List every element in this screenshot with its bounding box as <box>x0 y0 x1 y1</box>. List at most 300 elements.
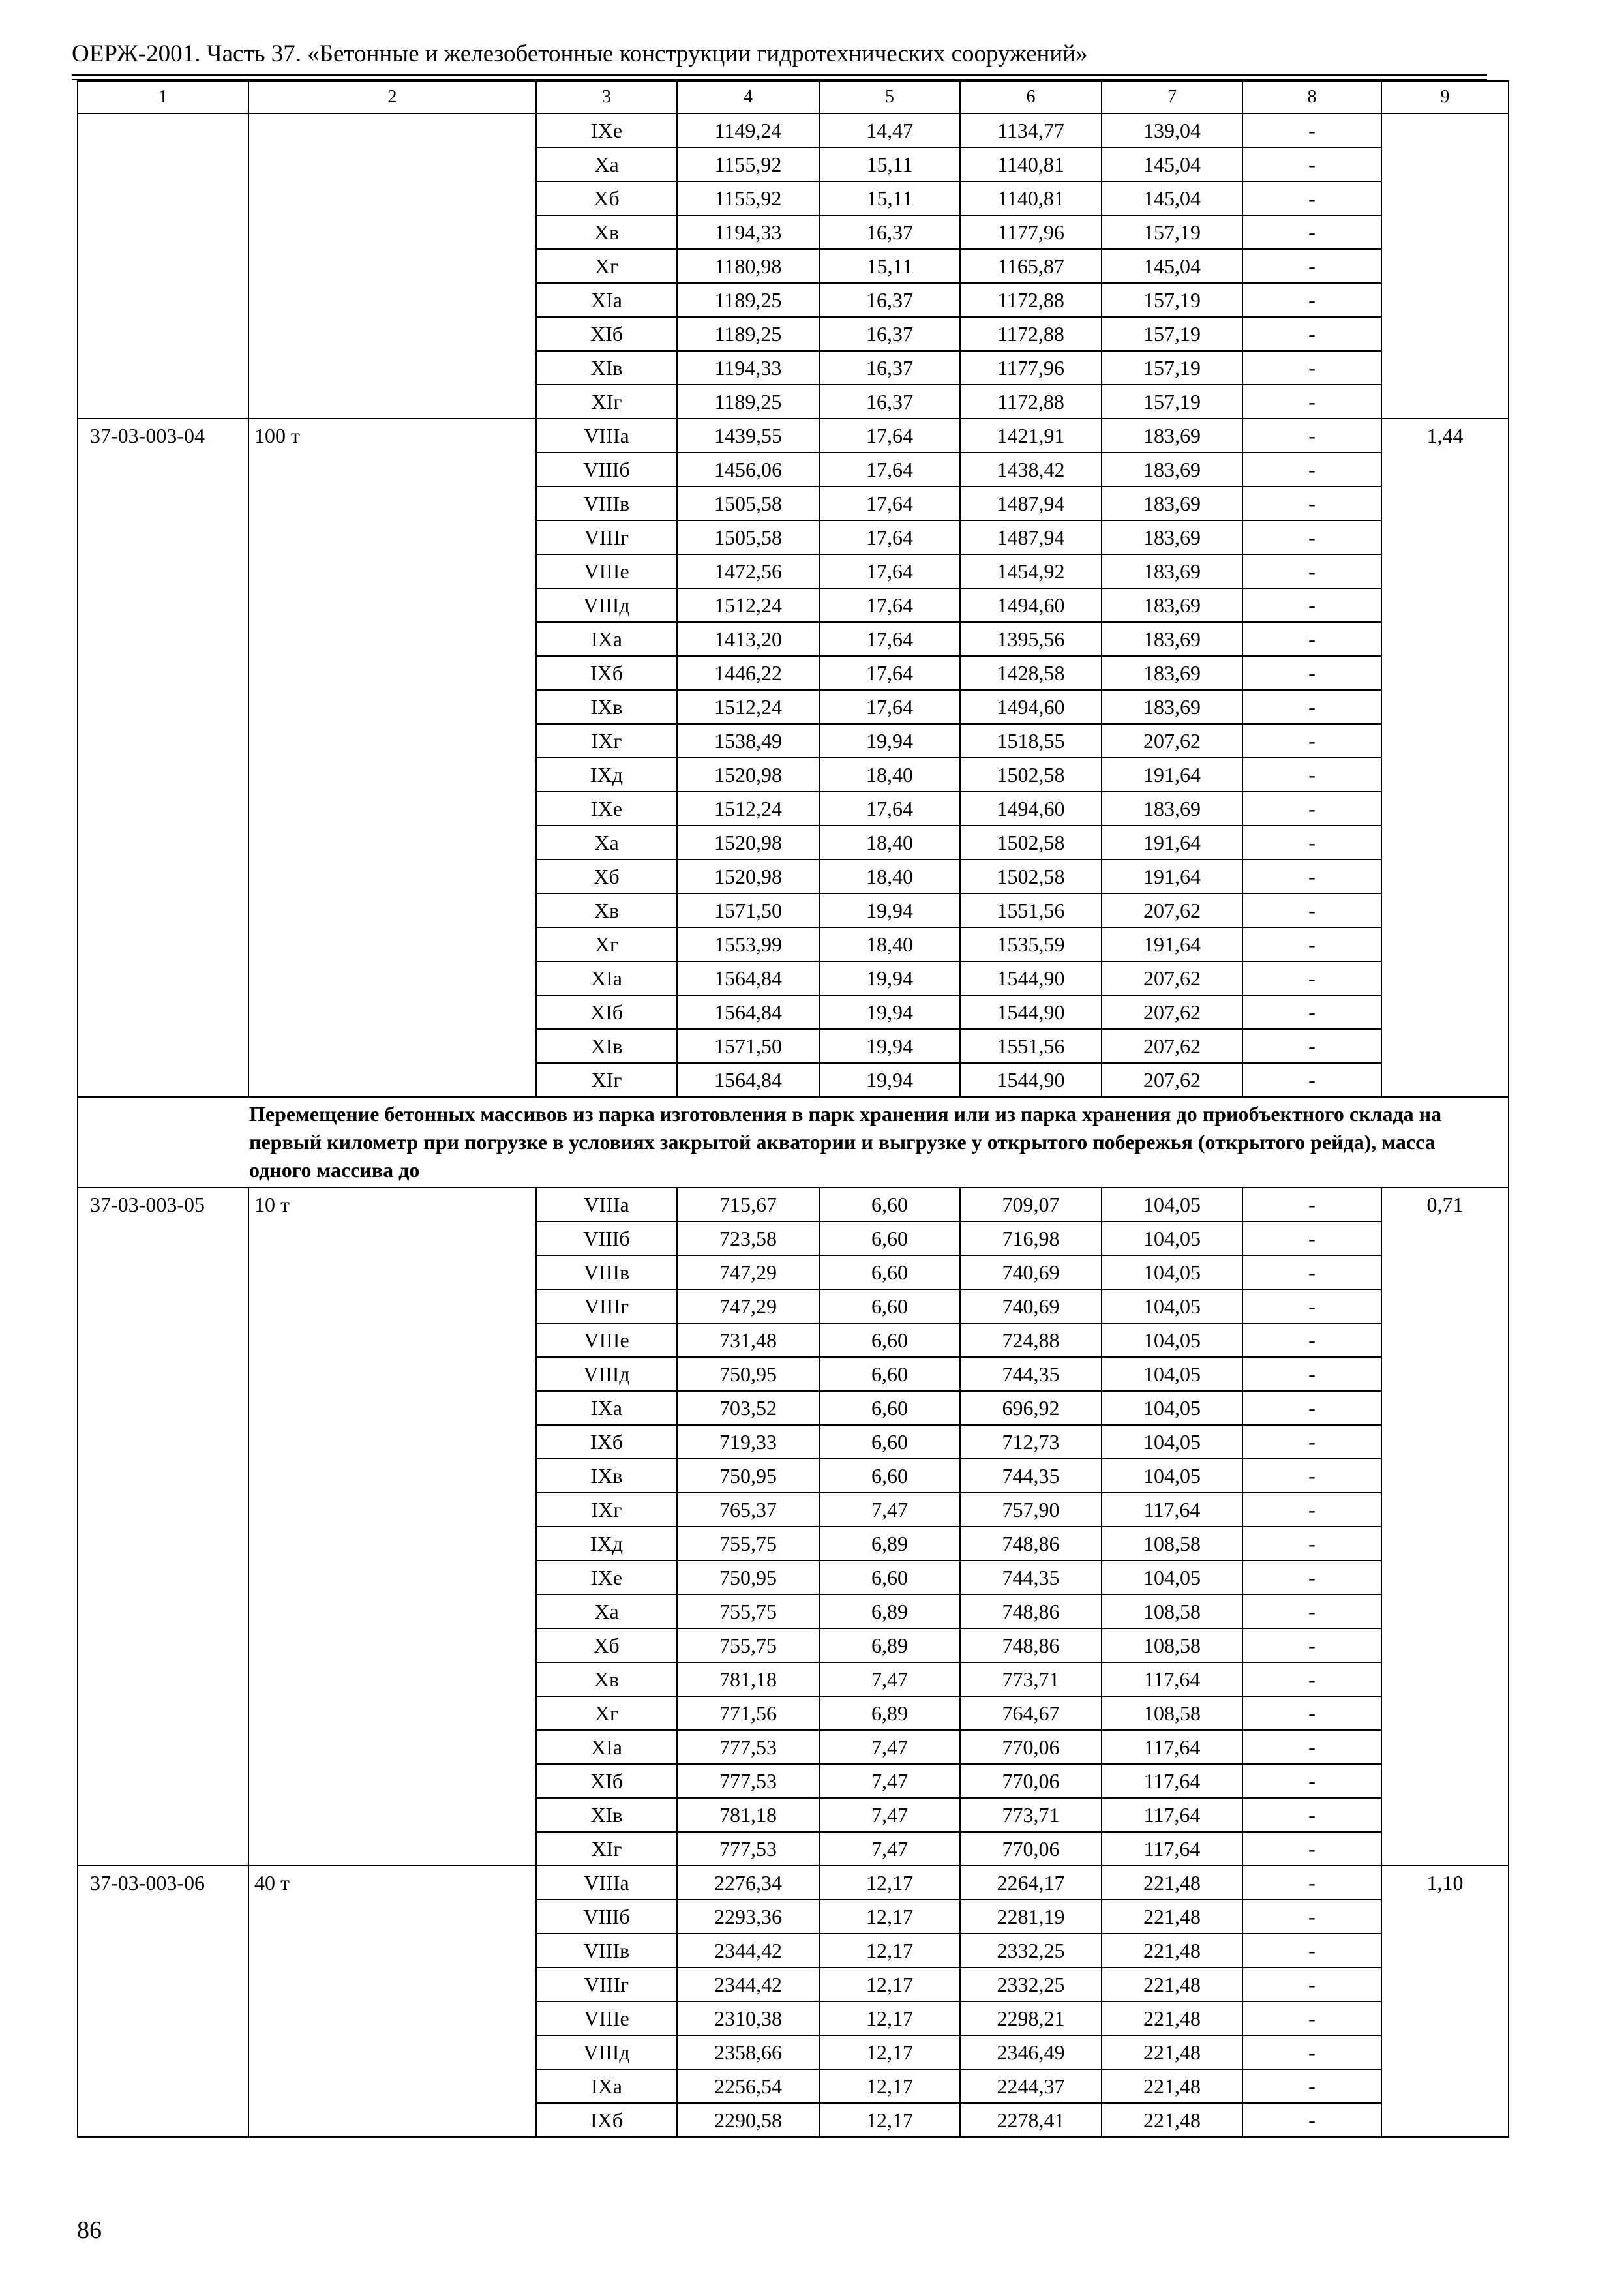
table-cell: - <box>1242 1425 1381 1459</box>
column-number: 6 <box>960 81 1102 113</box>
table-cell: - <box>1242 419 1381 453</box>
coefficient-cell: 1,44 <box>1381 419 1509 1097</box>
table-cell: 2358,66 <box>677 2035 819 2069</box>
table-cell: 12,17 <box>819 1900 960 1934</box>
table-cell: IXд <box>536 758 677 792</box>
table-cell: 1502,58 <box>960 860 1102 893</box>
table-cell: 1140,81 <box>960 181 1102 215</box>
table-cell: 104,05 <box>1102 1357 1242 1391</box>
table-cell: 117,64 <box>1102 1798 1242 1832</box>
table-cell: 7,47 <box>819 1798 960 1832</box>
table-cell: 6,89 <box>819 1527 960 1561</box>
table-cell: - <box>1242 1900 1381 1934</box>
table-cell: 157,19 <box>1102 283 1242 317</box>
table-cell: 747,29 <box>677 1289 819 1323</box>
table-cell: 17,64 <box>819 486 960 520</box>
table-cell: 1520,98 <box>677 826 819 860</box>
table-cell: - <box>1242 1628 1381 1662</box>
table-cell: 1438,42 <box>960 453 1102 486</box>
table-cell: 19,94 <box>819 961 960 995</box>
table-cell: 221,48 <box>1102 1900 1242 1934</box>
table-cell: 191,64 <box>1102 758 1242 792</box>
table-cell: 2293,36 <box>677 1900 819 1934</box>
table-cell: 12,17 <box>819 1866 960 1900</box>
table-cell: - <box>1242 385 1381 419</box>
table-cell: VIIIв <box>536 486 677 520</box>
table-cell: XIб <box>536 1764 677 1798</box>
table-cell: 777,53 <box>677 1832 819 1866</box>
table-cell: 2290,58 <box>677 2103 819 2137</box>
table-cell: - <box>1242 113 1381 147</box>
table-cell: 1189,25 <box>677 283 819 317</box>
table-cell: 748,86 <box>960 1594 1102 1628</box>
table-cell: 1502,58 <box>960 758 1102 792</box>
table-cell: - <box>1242 181 1381 215</box>
table-cell: 6,60 <box>819 1221 960 1255</box>
table-cell: XIв <box>536 1798 677 1832</box>
table-cell: 770,06 <box>960 1832 1102 1866</box>
table-cell: 183,69 <box>1102 588 1242 622</box>
table-cell: 18,40 <box>819 826 960 860</box>
table-cell: 16,37 <box>819 385 960 419</box>
table-cell: - <box>1242 1696 1381 1730</box>
table-cell: Xб <box>536 181 677 215</box>
table-cell: 748,86 <box>960 1628 1102 1662</box>
table-cell: 2276,34 <box>677 1866 819 1900</box>
mass-cell: 100 т <box>248 419 536 1097</box>
table-cell: 12,17 <box>819 2069 960 2103</box>
table-cell: 18,40 <box>819 927 960 961</box>
table-cell: IXе <box>536 113 677 147</box>
table-cell: - <box>1242 961 1381 995</box>
table-cell: 12,17 <box>819 2103 960 2137</box>
table-cell: 781,18 <box>677 1798 819 1832</box>
table-cell: 19,94 <box>819 1063 960 1097</box>
page-header: ОЕРЖ-2001. Часть 37. «Бетонные и железобетонные конструкции гидротехнических сооружений» <box>72 40 1088 67</box>
table-cell: 748,86 <box>960 1527 1102 1561</box>
table-cell: 191,64 <box>1102 927 1242 961</box>
table-cell: XIа <box>536 1730 677 1764</box>
table-cell: 117,64 <box>1102 1730 1242 1764</box>
table-cell: 2344,42 <box>677 1934 819 1967</box>
header-rule <box>72 74 1487 76</box>
coefficient-cell <box>1381 113 1509 419</box>
table-cell: IXв <box>536 1459 677 1493</box>
table-cell: 7,47 <box>819 1662 960 1696</box>
table-cell: 6,60 <box>819 1561 960 1594</box>
column-number: 2 <box>248 81 536 113</box>
table-cell: 17,64 <box>819 656 960 690</box>
table-cell: 709,07 <box>960 1188 1102 1221</box>
table-cell: IXа <box>536 2069 677 2103</box>
table-cell: 744,35 <box>960 1459 1102 1493</box>
table-cell: 183,69 <box>1102 792 1242 826</box>
table-cell: - <box>1242 2035 1381 2069</box>
table-cell: 703,52 <box>677 1391 819 1425</box>
table-cell: 712,73 <box>960 1425 1102 1459</box>
table-cell: - <box>1242 690 1381 724</box>
table-cell: VIIIб <box>536 453 677 486</box>
table-cell: 117,64 <box>1102 1662 1242 1696</box>
table-cell: 1544,90 <box>960 961 1102 995</box>
table-cell: XIб <box>536 317 677 351</box>
table-cell: 6,89 <box>819 1594 960 1628</box>
table-cell: - <box>1242 995 1381 1029</box>
section-heading-row <box>78 1097 1509 1188</box>
table-cell: 1512,24 <box>677 792 819 826</box>
table-cell: IXб <box>536 656 677 690</box>
table-cell: 1512,24 <box>677 588 819 622</box>
table-cell: 1140,81 <box>960 147 1102 181</box>
table-cell: - <box>1242 1561 1381 1594</box>
column-number: 8 <box>1242 81 1381 113</box>
table-cell: 15,11 <box>819 181 960 215</box>
column-number: 5 <box>819 81 960 113</box>
table-cell: 12,17 <box>819 2035 960 2069</box>
page-number: 86 <box>77 2217 102 2244</box>
table-cell: - <box>1242 1221 1381 1255</box>
table-cell: XIа <box>536 283 677 317</box>
table-cell: 1494,60 <box>960 588 1102 622</box>
table-cell: 764,67 <box>960 1696 1102 1730</box>
table-cell: 724,88 <box>960 1323 1102 1357</box>
table-cell: 715,67 <box>677 1188 819 1221</box>
table-cell: 755,75 <box>677 1527 819 1561</box>
table-cell: IXа <box>536 622 677 656</box>
rate-code-cell: 37-03-003-06 <box>78 1866 248 2137</box>
table-cell: VIIIе <box>536 1323 677 1357</box>
table-cell: IXд <box>536 1527 677 1561</box>
rates-table <box>77 80 1509 2138</box>
table-cell: 191,64 <box>1102 860 1242 893</box>
table-cell: 221,48 <box>1102 2001 1242 2035</box>
table-cell: - <box>1242 317 1381 351</box>
table-cell: VIIIд <box>536 2035 677 2069</box>
coefficient-cell: 0,71 <box>1381 1188 1509 1866</box>
table-cell: - <box>1242 1188 1381 1221</box>
table-cell: 2332,25 <box>960 1934 1102 1967</box>
table-cell: 1564,84 <box>677 961 819 995</box>
table-cell: 7,47 <box>819 1832 960 1866</box>
table-cell: 17,64 <box>819 453 960 486</box>
table-body <box>78 81 1509 2137</box>
table-cell: 1134,77 <box>960 113 1102 147</box>
table-cell: 17,64 <box>819 520 960 554</box>
table-cell: IXе <box>536 1561 677 1594</box>
table-cell: 15,11 <box>819 249 960 283</box>
table-cell: 6,89 <box>819 1696 960 1730</box>
rate-code-cell: 37-03-003-04 <box>78 419 248 1097</box>
table-cell: - <box>1242 351 1381 385</box>
table-cell: 183,69 <box>1102 453 1242 486</box>
table-cell: VIIIв <box>536 1934 677 1967</box>
table-cell: 104,05 <box>1102 1289 1242 1323</box>
table-cell: - <box>1242 1357 1381 1391</box>
table-cell: 1172,88 <box>960 283 1102 317</box>
table-cell: 1155,92 <box>677 181 819 215</box>
mass-cell <box>248 113 536 419</box>
table-cell: 221,48 <box>1102 2103 1242 2137</box>
table-cell: Xв <box>536 215 677 249</box>
table-cell: 1439,55 <box>677 419 819 453</box>
table-cell: 104,05 <box>1102 1255 1242 1289</box>
table-cell: 183,69 <box>1102 554 1242 588</box>
table-cell: 17,64 <box>819 419 960 453</box>
table-cell: 1172,88 <box>960 385 1102 419</box>
table-cell: Xв <box>536 1662 677 1696</box>
table-cell: 723,58 <box>677 1221 819 1255</box>
table-cell: 1189,25 <box>677 317 819 351</box>
table-cell: 750,95 <box>677 1459 819 1493</box>
table-cell: VIIIг <box>536 1289 677 1323</box>
table-cell: 108,58 <box>1102 1628 1242 1662</box>
table-cell: 2298,21 <box>960 2001 1102 2035</box>
table-cell: 7,47 <box>819 1764 960 1798</box>
table-cell: 12,17 <box>819 1934 960 1967</box>
table-cell: 7,47 <box>819 1730 960 1764</box>
table-cell: 777,53 <box>677 1764 819 1798</box>
table-cell: 1180,98 <box>677 249 819 283</box>
table-cell: 12,17 <box>819 1967 960 2001</box>
table-cell: - <box>1242 520 1381 554</box>
table-cell: VIIIб <box>536 1221 677 1255</box>
table-cell: - <box>1242 1730 1381 1764</box>
table-cell: 1505,58 <box>677 520 819 554</box>
table-cell: Xг <box>536 927 677 961</box>
section-heading: Перемещение бетонных массивов из парка изготовления в парк хранения или из парка хранения до приобъектного склада на первый километр при погрузке в условиях закрытой акватории и выгрузке у открытого побережья (открытого рейда), масса одного массива до <box>78 1097 1509 1188</box>
table-cell: - <box>1242 1798 1381 1832</box>
table-cell: 773,71 <box>960 1798 1102 1832</box>
table-cell: 221,48 <box>1102 1967 1242 2001</box>
table-cell: - <box>1242 1459 1381 1493</box>
table-cell: 157,19 <box>1102 317 1242 351</box>
table-cell: IXг <box>536 1493 677 1527</box>
table-cell: Xг <box>536 249 677 283</box>
table-cell: 12,17 <box>819 2001 960 2035</box>
column-number-row <box>78 81 1509 113</box>
table-cell: 1456,06 <box>677 453 819 486</box>
table-cell: 157,19 <box>1102 385 1242 419</box>
table-cell: VIIIд <box>536 588 677 622</box>
table-cell: IXб <box>536 2103 677 2137</box>
table-cell: 1165,87 <box>960 249 1102 283</box>
table-cell: - <box>1242 1323 1381 1357</box>
table-cell: 104,05 <box>1102 1323 1242 1357</box>
table-cell: 1544,90 <box>960 1063 1102 1097</box>
table-cell: 14,47 <box>819 113 960 147</box>
coefficient-cell: 1,10 <box>1381 1866 1509 2137</box>
rate-code-cell: 37-03-003-05 <box>78 1188 248 1866</box>
table-cell: VIIIа <box>536 1188 677 1221</box>
table-cell: VIIIг <box>536 1967 677 2001</box>
table-cell: 6,60 <box>819 1188 960 1221</box>
table-cell: 777,53 <box>677 1730 819 1764</box>
table-cell: 2281,19 <box>960 1900 1102 1934</box>
table-cell: - <box>1242 588 1381 622</box>
table-cell: Xв <box>536 893 677 927</box>
table-cell: - <box>1242 554 1381 588</box>
table-cell: 1446,22 <box>677 656 819 690</box>
table-cell: 1172,88 <box>960 317 1102 351</box>
table-cell: 744,35 <box>960 1561 1102 1594</box>
table-cell: 1564,84 <box>677 995 819 1029</box>
table-cell: 207,62 <box>1102 961 1242 995</box>
table-cell: 750,95 <box>677 1561 819 1594</box>
table-cell: 139,04 <box>1102 113 1242 147</box>
table-cell: XIг <box>536 385 677 419</box>
table-cell: 1551,56 <box>960 893 1102 927</box>
table-cell: 773,71 <box>960 1662 1102 1696</box>
table-cell: - <box>1242 1289 1381 1323</box>
table-cell: - <box>1242 860 1381 893</box>
table-cell: 1194,33 <box>677 215 819 249</box>
table-cell: 207,62 <box>1102 724 1242 758</box>
table-cell: - <box>1242 1662 1381 1696</box>
table-cell: 1177,96 <box>960 351 1102 385</box>
table-cell: Xб <box>536 1628 677 1662</box>
table-cell: 1194,33 <box>677 351 819 385</box>
table-cell: 19,94 <box>819 995 960 1029</box>
table-cell: - <box>1242 1255 1381 1289</box>
table-cell: - <box>1242 792 1381 826</box>
table-cell: 770,06 <box>960 1764 1102 1798</box>
table-cell: 6,60 <box>819 1289 960 1323</box>
table-cell: 740,69 <box>960 1289 1102 1323</box>
table-cell: 183,69 <box>1102 656 1242 690</box>
column-number: 7 <box>1102 81 1242 113</box>
table-cell: 2310,38 <box>677 2001 819 2035</box>
table-cell: 1189,25 <box>677 385 819 419</box>
table-cell: - <box>1242 893 1381 927</box>
table-cell: - <box>1242 2069 1381 2103</box>
table-cell: 16,37 <box>819 215 960 249</box>
table-cell: - <box>1242 1764 1381 1798</box>
table-cell: 6,60 <box>819 1391 960 1425</box>
table-cell: XIб <box>536 995 677 1029</box>
column-number: 9 <box>1381 81 1509 113</box>
rate-code-cell <box>78 113 248 419</box>
table-cell: 1395,56 <box>960 622 1102 656</box>
table-cell: 117,64 <box>1102 1832 1242 1866</box>
table-cell: 1149,24 <box>677 113 819 147</box>
table-cell: 770,06 <box>960 1730 1102 1764</box>
table-cell: 221,48 <box>1102 1934 1242 1967</box>
table-cell: 1520,98 <box>677 758 819 792</box>
table-cell: - <box>1242 1967 1381 2001</box>
table-cell: 221,48 <box>1102 1866 1242 1900</box>
table-cell: 17,64 <box>819 690 960 724</box>
table-cell: 104,05 <box>1102 1425 1242 1459</box>
table-cell: 104,05 <box>1102 1459 1242 1493</box>
table-cell: 1553,99 <box>677 927 819 961</box>
table-cell: 1428,58 <box>960 656 1102 690</box>
table-cell: 18,40 <box>819 860 960 893</box>
table-cell: 108,58 <box>1102 1527 1242 1561</box>
table-cell: 747,29 <box>677 1255 819 1289</box>
table-cell: 7,47 <box>819 1493 960 1527</box>
table-cell: 183,69 <box>1102 419 1242 453</box>
table-cell: 1413,20 <box>677 622 819 656</box>
table-cell: 1421,91 <box>960 419 1102 453</box>
table-cell: Xа <box>536 147 677 181</box>
table-cell: - <box>1242 1594 1381 1628</box>
table-cell: 755,75 <box>677 1628 819 1662</box>
table-cell: 1487,94 <box>960 520 1102 554</box>
table-cell: 19,94 <box>819 1029 960 1063</box>
table-cell: 696,92 <box>960 1391 1102 1425</box>
table-cell: 2344,42 <box>677 1967 819 2001</box>
table-cell: 2332,25 <box>960 1967 1102 2001</box>
table-cell: 719,33 <box>677 1425 819 1459</box>
table-cell: - <box>1242 758 1381 792</box>
table-cell: - <box>1242 622 1381 656</box>
table-cell: 1544,90 <box>960 995 1102 1029</box>
table-cell: - <box>1242 1866 1381 1900</box>
table-cell: 1155,92 <box>677 147 819 181</box>
table-cell: 183,69 <box>1102 520 1242 554</box>
table-cell: 183,69 <box>1102 690 1242 724</box>
table-cell: 1518,55 <box>960 724 1102 758</box>
table-cell: 2256,54 <box>677 2069 819 2103</box>
table-cell: 740,69 <box>960 1255 1102 1289</box>
table-cell: - <box>1242 486 1381 520</box>
table-cell: 750,95 <box>677 1357 819 1391</box>
table-cell: IXг <box>536 724 677 758</box>
table-cell: - <box>1242 1063 1381 1097</box>
table-cell: 757,90 <box>960 1493 1102 1527</box>
table-cell: - <box>1242 1029 1381 1063</box>
table-cell: - <box>1242 1934 1381 1967</box>
table-cell: VIIIа <box>536 1866 677 1900</box>
table-cell: 1502,58 <box>960 826 1102 860</box>
table-cell: 183,69 <box>1102 622 1242 656</box>
table-row <box>78 1188 1509 1221</box>
table-cell: XIв <box>536 1029 677 1063</box>
table-cell: 1535,59 <box>960 927 1102 961</box>
column-number: 1 <box>78 81 248 113</box>
table-cell: 108,58 <box>1102 1594 1242 1628</box>
table-row <box>78 113 1509 147</box>
table-cell: 744,35 <box>960 1357 1102 1391</box>
table-cell: 17,64 <box>819 622 960 656</box>
table-cell: 2346,49 <box>960 2035 1102 2069</box>
table-cell: 207,62 <box>1102 995 1242 1029</box>
table-cell: XIв <box>536 351 677 385</box>
table-cell: 1571,50 <box>677 1029 819 1063</box>
table-cell: IXб <box>536 1425 677 1459</box>
table-cell: 17,64 <box>819 588 960 622</box>
table-cell: 6,60 <box>819 1323 960 1357</box>
table-cell: 765,37 <box>677 1493 819 1527</box>
table-cell: 1454,92 <box>960 554 1102 588</box>
table-cell: XIа <box>536 961 677 995</box>
table-cell: 207,62 <box>1102 1063 1242 1097</box>
table-cell: 731,48 <box>677 1323 819 1357</box>
table-cell: 108,58 <box>1102 1696 1242 1730</box>
table-cell: 15,11 <box>819 147 960 181</box>
table-cell: 1494,60 <box>960 690 1102 724</box>
table-cell: 17,64 <box>819 792 960 826</box>
table-cell: 1564,84 <box>677 1063 819 1097</box>
table-cell: - <box>1242 215 1381 249</box>
table-cell: 104,05 <box>1102 1391 1242 1425</box>
table-cell: - <box>1242 283 1381 317</box>
table-cell: 755,75 <box>677 1594 819 1628</box>
table-cell: IXв <box>536 690 677 724</box>
table-cell: VIIIд <box>536 1357 677 1391</box>
table-cell: VIIIе <box>536 554 677 588</box>
table-cell: - <box>1242 1391 1381 1425</box>
